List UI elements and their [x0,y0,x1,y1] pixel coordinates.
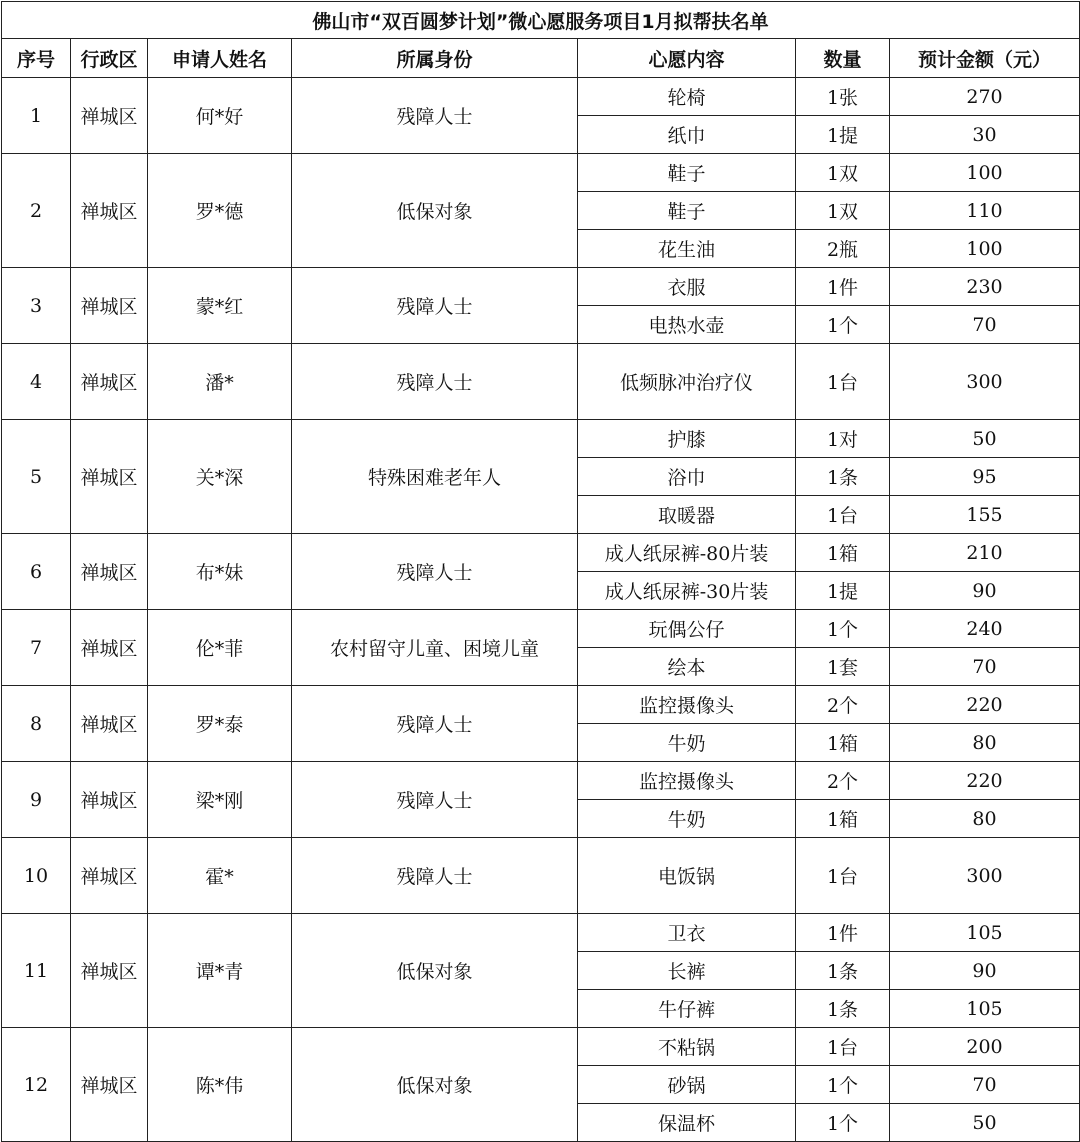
record-no: 6 [2,534,71,610]
quantity-cell: 1提 [796,116,890,154]
district-cell: 禅城区 [71,762,148,838]
district-cell: 禅城区 [71,1028,148,1142]
wish-content-cell: 保温杯 [578,1104,796,1142]
quantity-cell: 1双 [796,192,890,230]
identity-cell: 农村留守儿童、困境儿童 [292,610,578,686]
identity-cell: 低保对象 [292,1028,578,1142]
wish-content-cell: 鞋子 [578,154,796,192]
wish-content-cell: 不粘锅 [578,1028,796,1066]
record-no: 2 [2,154,71,268]
wish-content-cell: 浴巾 [578,458,796,496]
record-no: 12 [2,1028,71,1142]
quantity-cell: 1条 [796,952,890,990]
table-row [2,268,1080,306]
amount-cell: 100 [890,154,1080,192]
applicant-name-cell: 潘* [148,344,292,420]
amount-cell: 100 [890,230,1080,268]
amount-cell: 220 [890,762,1080,800]
wish-content-cell: 长裤 [578,952,796,990]
applicant-name-cell: 伦*菲 [148,610,292,686]
quantity-cell: 1对 [796,420,890,458]
applicant-name-cell: 何*好 [148,78,292,154]
quantity-cell: 1箱 [796,534,890,572]
identity-cell: 残障人士 [292,268,578,344]
quantity-cell: 1台 [796,344,890,420]
record-no: 3 [2,268,71,344]
table-row [2,686,1080,724]
table-row [2,534,1080,572]
record-no: 10 [2,838,71,914]
amount-cell: 30 [890,116,1080,154]
applicant-name-cell: 关*深 [148,420,292,534]
quantity-cell: 1个 [796,306,890,344]
identity-cell: 残障人士 [292,838,578,914]
table-body [2,78,1080,1142]
identity-cell: 残障人士 [292,686,578,762]
wish-content-cell: 绘本 [578,648,796,686]
header-quantity: 数量 [796,39,890,78]
quantity-cell: 1个 [796,610,890,648]
quantity-cell: 1个 [796,1104,890,1142]
quantity-cell: 2个 [796,686,890,724]
header-district: 行政区 [71,39,148,78]
wish-content-cell: 花生油 [578,230,796,268]
identity-cell: 低保对象 [292,154,578,268]
quantity-cell: 1箱 [796,800,890,838]
applicant-name-cell: 谭*青 [148,914,292,1028]
amount-cell: 80 [890,724,1080,762]
amount-cell: 105 [890,914,1080,952]
wish-content-cell: 取暖器 [578,496,796,534]
wish-content-cell: 电饭锅 [578,838,796,914]
applicant-name-cell: 布*妹 [148,534,292,610]
header-row [2,39,1080,78]
wish-content-cell: 牛奶 [578,724,796,762]
district-cell: 禅城区 [71,420,148,534]
header-identity: 所属身份 [292,39,578,78]
wish-content-cell: 电热水壶 [578,306,796,344]
amount-cell: 80 [890,800,1080,838]
table-row [2,78,1080,116]
table-row [2,344,1080,420]
table-row [2,610,1080,648]
record-no: 11 [2,914,71,1028]
wish-content-cell: 监控摄像头 [578,762,796,800]
wish-content-cell: 鞋子 [578,192,796,230]
amount-cell: 300 [890,838,1080,914]
quantity-cell: 1件 [796,914,890,952]
district-cell: 禅城区 [71,914,148,1028]
record-no: 7 [2,610,71,686]
district-cell: 禅城区 [71,534,148,610]
amount-cell: 105 [890,990,1080,1028]
district-cell: 禅城区 [71,268,148,344]
record-no: 9 [2,762,71,838]
identity-cell: 低保对象 [292,914,578,1028]
record-no: 1 [2,78,71,154]
amount-cell: 70 [890,306,1080,344]
amount-cell: 90 [890,952,1080,990]
amount-cell: 200 [890,1028,1080,1066]
applicant-name-cell: 梁*刚 [148,762,292,838]
identity-cell: 残障人士 [292,762,578,838]
wish-content-cell: 牛奶 [578,800,796,838]
amount-cell: 70 [890,648,1080,686]
amount-cell: 240 [890,610,1080,648]
district-cell: 禅城区 [71,838,148,914]
amount-cell: 220 [890,686,1080,724]
wish-content-cell: 监控摄像头 [578,686,796,724]
table-row [2,154,1080,192]
applicant-name-cell: 霍* [148,838,292,914]
table-row [2,914,1080,952]
wish-content-cell: 护膝 [578,420,796,458]
record-no: 5 [2,420,71,534]
table-row [2,838,1080,914]
wish-content-cell: 轮椅 [578,78,796,116]
wish-content-cell: 成人纸尿裤-30片装 [578,572,796,610]
district-cell: 禅城区 [71,154,148,268]
wish-content-cell: 纸巾 [578,116,796,154]
wish-content-cell: 玩偶公仔 [578,610,796,648]
wish-content-cell: 低频脉冲治疗仪 [578,344,796,420]
identity-cell: 残障人士 [292,78,578,154]
identity-cell: 残障人士 [292,344,578,420]
amount-cell: 90 [890,572,1080,610]
table-row [2,1028,1080,1066]
amount-cell: 155 [890,496,1080,534]
record-no: 8 [2,686,71,762]
quantity-cell: 1套 [796,648,890,686]
document-title: 佛山市“双百圆梦计划”微心愿服务项目1月拟帮扶名单 [2,2,1080,39]
applicant-name-cell: 陈*伟 [148,1028,292,1142]
applicant-name-cell: 罗*德 [148,154,292,268]
header-no: 序号 [2,39,71,78]
wish-content-cell: 牛仔裤 [578,990,796,1028]
applicant-name-cell: 蒙*红 [148,268,292,344]
quantity-cell: 1条 [796,990,890,1028]
table-row [2,420,1080,458]
quantity-cell: 1双 [796,154,890,192]
record-no: 4 [2,344,71,420]
quantity-cell: 1台 [796,1028,890,1066]
quantity-cell: 2个 [796,762,890,800]
quantity-cell: 1台 [796,496,890,534]
applicant-name-cell: 罗*泰 [148,686,292,762]
amount-cell: 50 [890,1104,1080,1142]
wish-content-cell: 砂锅 [578,1066,796,1104]
quantity-cell: 1条 [796,458,890,496]
header-wish-content: 心愿内容 [578,39,796,78]
district-cell: 禅城区 [71,610,148,686]
wish-content-cell: 衣服 [578,268,796,306]
amount-cell: 110 [890,192,1080,230]
amount-cell: 210 [890,534,1080,572]
amount-cell: 95 [890,458,1080,496]
amount-cell: 70 [890,1066,1080,1104]
amount-cell: 300 [890,344,1080,420]
header-applicant-name: 申请人姓名 [148,39,292,78]
table-row [2,762,1080,800]
amount-cell: 270 [890,78,1080,116]
quantity-cell: 1件 [796,268,890,306]
identity-cell: 特殊困难老年人 [292,420,578,534]
wish-content-cell: 成人纸尿裤-80片装 [578,534,796,572]
amount-cell: 50 [890,420,1080,458]
identity-cell: 残障人士 [292,534,578,610]
wish-content-cell: 卫衣 [578,914,796,952]
quantity-cell: 1提 [796,572,890,610]
amount-cell: 230 [890,268,1080,306]
district-cell: 禅城区 [71,344,148,420]
district-cell: 禅城区 [71,686,148,762]
quantity-cell: 1台 [796,838,890,914]
quantity-cell: 1箱 [796,724,890,762]
district-cell: 禅城区 [71,78,148,154]
quantity-cell: 1张 [796,78,890,116]
quantity-cell: 2瓶 [796,230,890,268]
wish-list-table [1,1,1080,1142]
quantity-cell: 1个 [796,1066,890,1104]
header-amount: 预计金额（元） [890,39,1080,78]
